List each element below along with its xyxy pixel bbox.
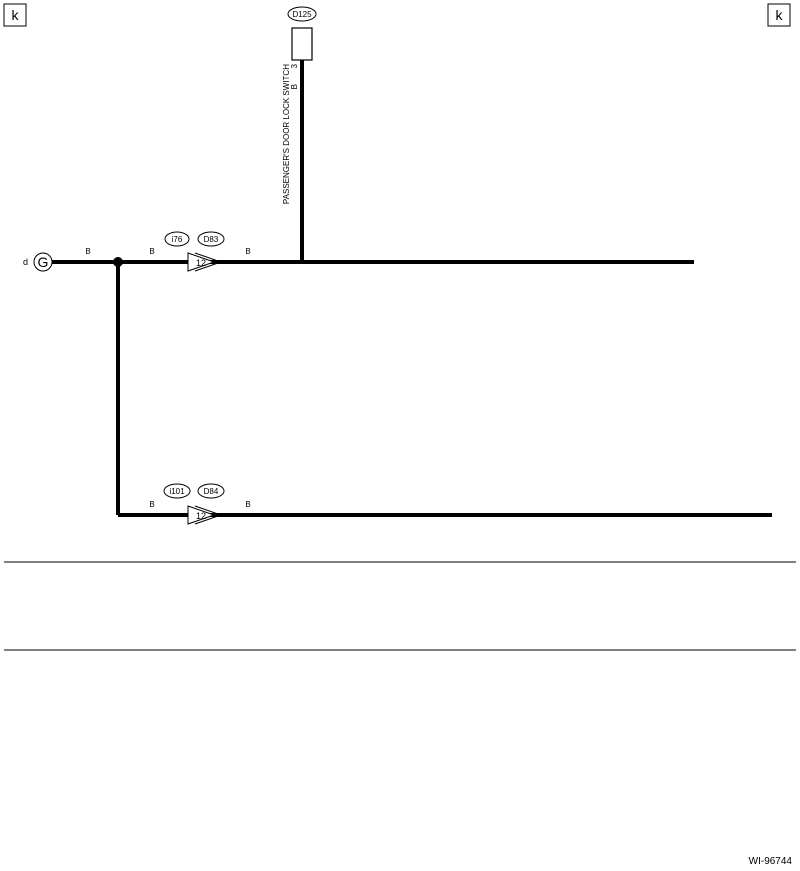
splice-connector-code: i76 xyxy=(171,235,183,244)
wire-color-label: B xyxy=(85,247,91,256)
corner-label-right: k xyxy=(775,7,783,23)
ground-symbol-letter: G xyxy=(37,254,49,270)
component-connector-code: D125 xyxy=(292,10,312,19)
branch-wire-color: B xyxy=(290,84,299,90)
component-pin: 3 xyxy=(290,64,299,69)
harness-connector-code: D83 xyxy=(203,235,219,244)
ground-label: d xyxy=(23,257,29,267)
diagram-id: WI-96744 xyxy=(748,856,792,867)
component-name: PASSENGER'S DOOR LOCK SWITCH xyxy=(282,64,291,205)
wire-color-label: B xyxy=(149,500,155,509)
junction-dot xyxy=(113,257,123,267)
corner-label-left: k xyxy=(11,7,19,23)
harness-connector-pin: 12 xyxy=(195,511,207,521)
harness-connector-pin: 12 xyxy=(195,258,207,268)
component-connector-body xyxy=(292,28,312,60)
wire-color-label: B xyxy=(245,247,251,256)
wire-color-label: B xyxy=(149,247,155,256)
wire-color-label: B xyxy=(245,500,251,509)
harness-connector-code: D84 xyxy=(203,487,219,496)
splice-connector-code: i101 xyxy=(169,487,185,496)
